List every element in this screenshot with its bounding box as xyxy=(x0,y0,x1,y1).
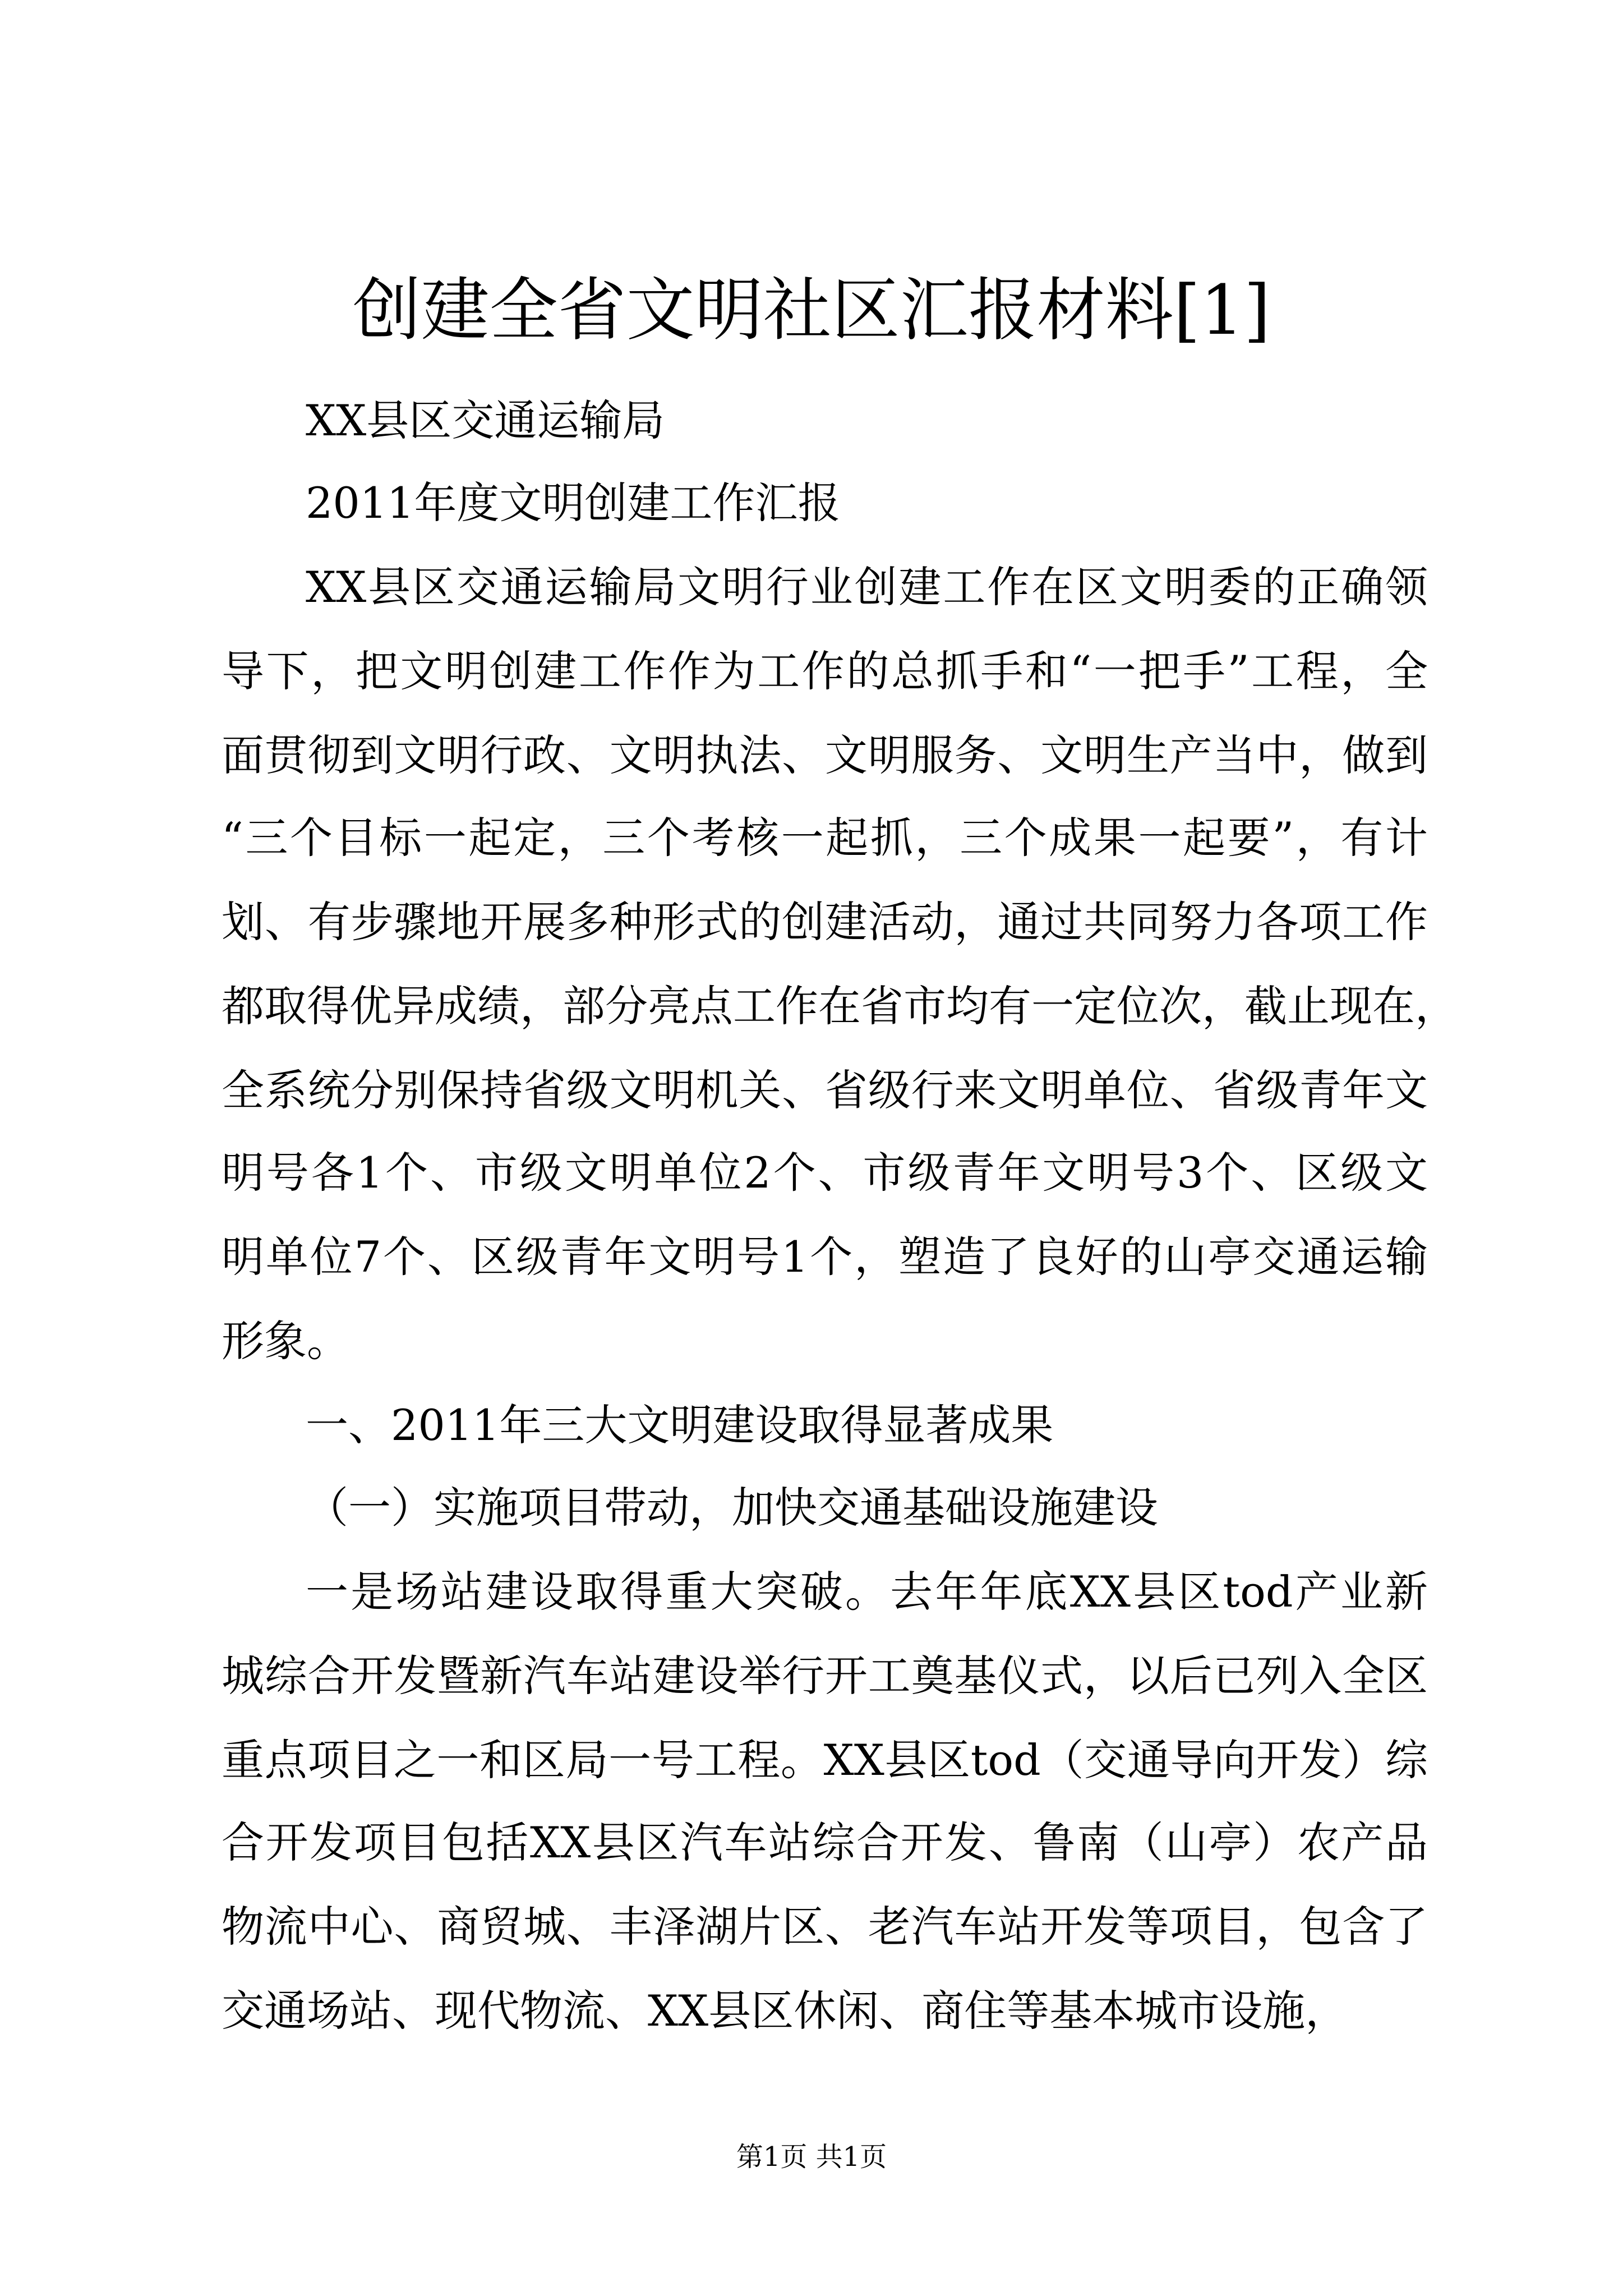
text-line: 全系统分别保持省级文明机关、省级行来文明单位、省级青年文 xyxy=(222,1065,1428,1115)
section-heading: 一、2011年三大文明建设取得显著成果 xyxy=(306,1400,1054,1450)
text-line: 明号各1个、市级文明单位2个、市级青年文明号3个、区级文 xyxy=(222,1148,1428,1198)
text-line: 交通场站、现代物流、XX县区休闲、商住等基本城市设施， xyxy=(222,1986,1348,2036)
text-line: 重点项目之一和区局一号工程。XX县区tod（交通导向开发）综 xyxy=(222,1735,1428,1785)
text-line: 明单位7个、区级青年文明号1个，塑造了良好的山亭交通运输 xyxy=(222,1232,1428,1282)
text-line: 形象。 xyxy=(222,1316,349,1366)
text-line: “三个目标一起定，三个考核一起抓，三个成果一起要”，有计 xyxy=(222,813,1428,863)
text-line: 导下，把文明创建工作作为工作的总抓手和“一把手”工程，全 xyxy=(222,646,1428,696)
text-line: 物流中心、商贸城、丰泽湖片区、老汽车站开发等项目，包含了 xyxy=(222,1902,1428,1952)
document-title: 创建全省文明社区汇报材料[1] xyxy=(352,270,1271,350)
text-line: 面贯彻到文明行政、文明执法、文明服务、文明生产当中，做到 xyxy=(222,730,1428,780)
text-line: 合开发项目包括XX县区汽车站综合开发、鲁南（山亭）农产品 xyxy=(222,1818,1428,1867)
text-line: 都取得优异成绩，部分亮点工作在省市均有一定位次，截止现在， xyxy=(222,981,1458,1031)
text-line: 划、有步骤地开展多种形式的创建活动，通过共同努力各项工作 xyxy=(222,897,1428,947)
text-line: XX县区交通运输局 xyxy=(306,395,665,445)
text-line: 城综合开发暨新汽车站建设举行开工奠基仪式，以后已列入全区 xyxy=(222,1651,1428,1701)
page-footer: 第1页 共1页 xyxy=(736,2141,887,2173)
text-line: 一是场站建设取得重大突破。去年年底XX县区tod产业新 xyxy=(306,1567,1428,1617)
text-line: 2011年度文明创建工作汇报 xyxy=(306,478,841,528)
text-line: XX县区交通运输局文明行业创建工作在区文明委的正确领 xyxy=(306,562,1428,612)
subsection-heading: （一）实施项目带动，加快交通基础设施建设 xyxy=(306,1483,1158,1533)
